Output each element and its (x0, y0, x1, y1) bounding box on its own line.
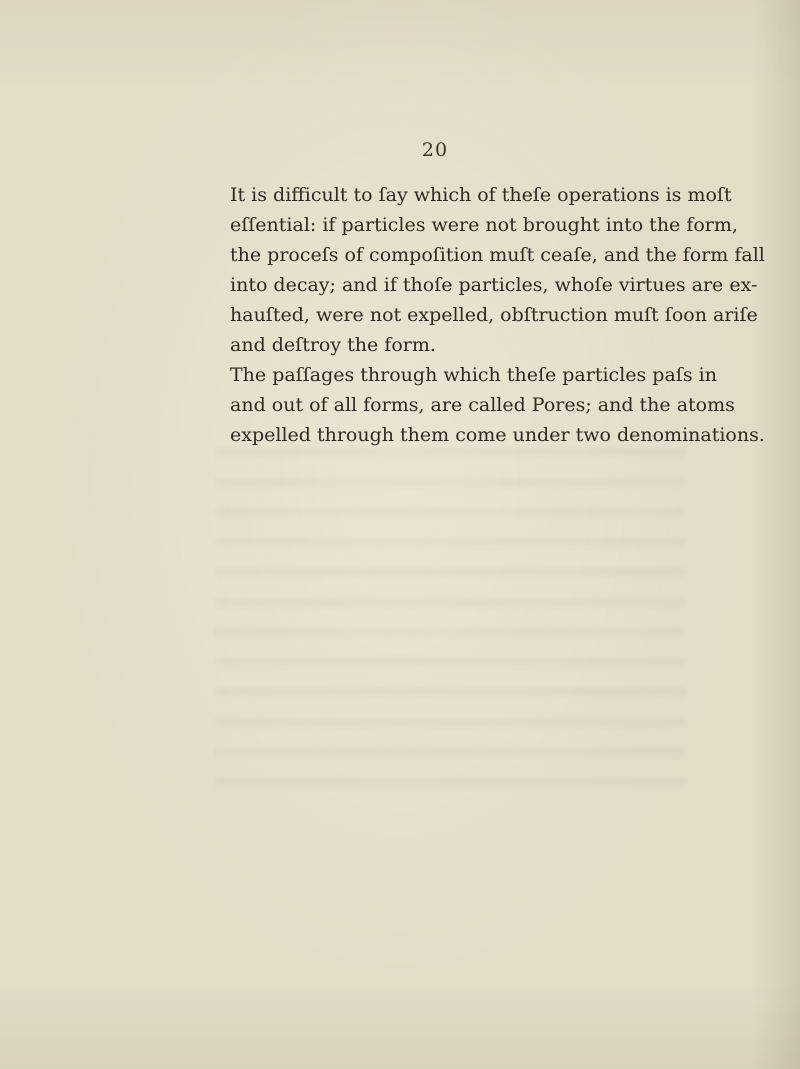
text-line: expelled through them come under two denominations. (230, 424, 765, 446)
text-line: into decay; and if thoſe particles, whoſe virtues are ex- (230, 274, 758, 296)
text-line: the proceſs of compoſition muſt ceaſe, and the form fall (230, 244, 765, 266)
page-number: 20 (421, 139, 449, 161)
paragraph-1 (230, 180, 765, 360)
text-line: eſſential: if particles were not brought into the form, (230, 214, 738, 236)
text-line: The paſſages through which theſe particles paſs in (230, 364, 717, 386)
text-line: It is difficult to ſay which of theſe operations is moſt (230, 184, 732, 206)
text-line: and out of all forms, are called Pores; and the atoms (230, 394, 735, 416)
show-through-texture (215, 430, 685, 790)
text-line: and deſtroy the form. (230, 334, 436, 356)
paragraph-2 (230, 360, 765, 450)
text-line: hauſted, were not expelled, obſtruction muſt ſoon ariſe (230, 304, 758, 326)
